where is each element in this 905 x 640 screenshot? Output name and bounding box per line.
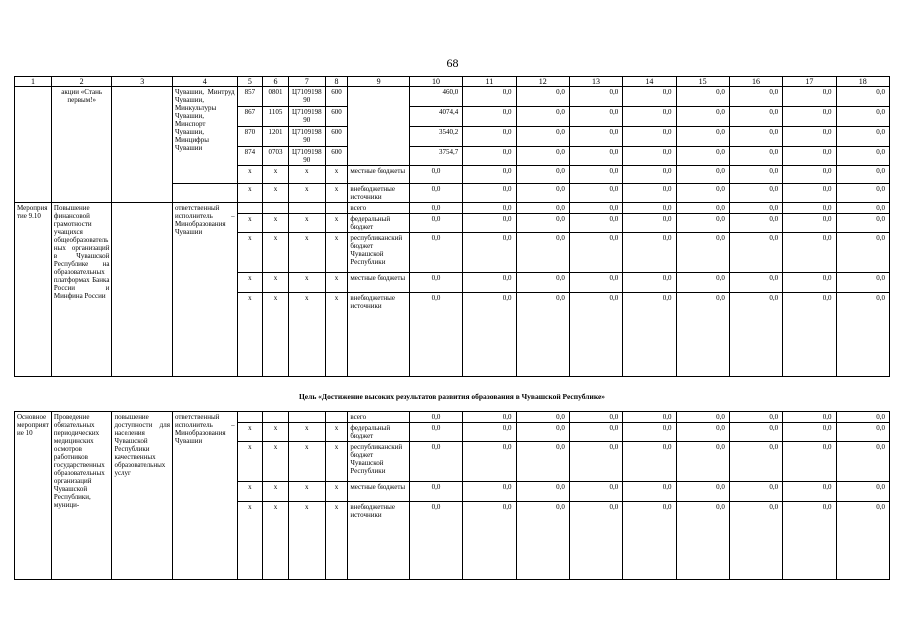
table-cell: 0,0 [836, 87, 890, 107]
table-cell: 0,0 [569, 214, 622, 233]
table-cell: x [237, 293, 263, 377]
table-cell: 0,0 [676, 203, 729, 214]
table-cell: 0,0 [783, 442, 836, 482]
table-cell: x [237, 184, 263, 203]
table-cell: 0,0 [516, 423, 569, 442]
table-cell: 0,0 [623, 423, 676, 442]
table-cell: 0,0 [729, 233, 782, 273]
table-cell: 0,0 [569, 482, 622, 502]
table-cell: 12 [516, 77, 569, 87]
table-cell: 4 [172, 77, 237, 87]
table-cell [325, 412, 348, 423]
table-cell: 0,0 [463, 184, 516, 203]
table-cell: x [288, 293, 325, 377]
table-cell: 0,0 [836, 147, 890, 166]
table-cell: 0,0 [516, 166, 569, 184]
table-cell: x [263, 184, 289, 203]
table-cell: 0,0 [676, 423, 729, 442]
table-cell: 0,0 [409, 203, 462, 214]
table-cell: x [288, 502, 325, 580]
table-cell: 11 [463, 77, 516, 87]
table-cell: x [263, 293, 289, 377]
table-cell: 0,0 [836, 203, 890, 214]
table-cell: 0,0 [623, 147, 676, 166]
table-cell: 0,0 [676, 184, 729, 203]
table-cell: 0,0 [783, 147, 836, 166]
table-cell: 0,0 [463, 127, 516, 147]
table-cell: x [288, 273, 325, 293]
table-cell: 0,0 [516, 87, 569, 107]
table-cell: 0,0 [623, 214, 676, 233]
table-cell: Проведение обязательных периодических медицинских осмотров работников государственных образовательных организаций Чувашской Республики, муници- [51, 412, 112, 580]
table-cell: 0,0 [569, 273, 622, 293]
table-cell: Основное мероприятие 10 [15, 412, 52, 580]
table-cell: 4074,4 [409, 107, 462, 127]
table-cell: 18 [836, 77, 890, 87]
table-cell: 0,0 [783, 87, 836, 107]
table-cell: 857 [237, 87, 263, 107]
table-cell: x [237, 233, 263, 273]
table-cell: 0,0 [836, 233, 890, 273]
table-cell: 0,0 [623, 502, 676, 580]
table-cell: 0,0 [676, 502, 729, 580]
table-cell: всего [348, 412, 410, 423]
table-cell: x [325, 214, 348, 233]
table-cell: 0,0 [409, 273, 462, 293]
table-cell: x [263, 482, 289, 502]
table-cell: x [237, 423, 263, 442]
table-cell: 0,0 [729, 184, 782, 203]
table-cell: 0,0 [516, 203, 569, 214]
table-cell [112, 87, 173, 203]
table-cell: x [288, 482, 325, 502]
table-cell: 0,0 [463, 502, 516, 580]
table-cell: 0,0 [516, 184, 569, 203]
table-cell: 0,0 [463, 87, 516, 107]
table-cell: 0801 [263, 87, 289, 107]
table-cell [348, 87, 410, 166]
table-cell: 0,0 [569, 412, 622, 423]
table-cell: 0,0 [623, 203, 676, 214]
table-cell: 13 [569, 77, 622, 87]
table-cell: 10 [409, 77, 462, 87]
table-cell: 0,0 [676, 442, 729, 482]
table-cell: ответственный исполнитель – Минобразования Чувашии [172, 412, 237, 580]
table-cell [237, 203, 263, 214]
table-cell: 0,0 [729, 293, 782, 377]
table-cell: 0,0 [783, 184, 836, 203]
table-cell: 600 [325, 87, 348, 107]
table-cell: 0,0 [836, 166, 890, 184]
table-cell: 0,0 [623, 412, 676, 423]
table-cell: 0,0 [729, 502, 782, 580]
table-cell: 6 [263, 77, 289, 87]
table-cell: 0,0 [516, 273, 569, 293]
table-row [15, 203, 890, 214]
table-cell: 1201 [263, 127, 289, 147]
table-cell: 0,0 [783, 214, 836, 233]
table-cell: 0,0 [676, 166, 729, 184]
table-cell: 1 [15, 77, 52, 87]
table-cell: 0,0 [783, 166, 836, 184]
table-cell: 0,0 [836, 184, 890, 203]
table-cell: 0,0 [729, 166, 782, 184]
table-cell: x [325, 273, 348, 293]
table-cell: x [237, 442, 263, 482]
table-cell [263, 203, 289, 214]
table-cell: 0,0 [569, 147, 622, 166]
table-cell: 0,0 [569, 166, 622, 184]
table-cell: 0,0 [729, 107, 782, 127]
table-cell: Ц710919890 [288, 147, 325, 166]
table-cell: 0,0 [409, 166, 462, 184]
table-cell: 0,0 [729, 412, 782, 423]
table-cell: 0,0 [729, 87, 782, 107]
table-cell: 0,0 [409, 233, 462, 273]
table-cell: 0,0 [409, 423, 462, 442]
table-cell: 0,0 [836, 273, 890, 293]
table-cell: 16 [729, 77, 782, 87]
table-cell: 0,0 [729, 442, 782, 482]
table-cell: 0,0 [409, 442, 462, 482]
table-cell: внебюджетные источники [348, 293, 410, 377]
table-cell: 0,0 [783, 127, 836, 147]
table-cell: 0,0 [783, 423, 836, 442]
table-cell [15, 87, 52, 203]
table-cell: x [325, 442, 348, 482]
table-cell [325, 203, 348, 214]
table-cell: x [263, 166, 289, 184]
table-cell: 0,0 [463, 166, 516, 184]
table-cell: x [288, 166, 325, 184]
table-cell: 0,0 [783, 412, 836, 423]
table-cell: 0,0 [516, 502, 569, 580]
table-cell: x [325, 166, 348, 184]
table-cell: 0,0 [569, 502, 622, 580]
table-cell [237, 412, 263, 423]
table-cell: 0,0 [676, 127, 729, 147]
table-cell: Мероприятие 9.10 [15, 203, 52, 377]
table-cell: 0,0 [623, 107, 676, 127]
table-cell [172, 184, 237, 203]
table-cell: 14 [623, 77, 676, 87]
table-cell: x [288, 233, 325, 273]
table-cell: 600 [325, 107, 348, 127]
table-cell: 0,0 [516, 127, 569, 147]
table-cell: 0,0 [729, 203, 782, 214]
table-cell: 0,0 [676, 412, 729, 423]
table-cell: 0,0 [623, 127, 676, 147]
table-cell: x [237, 482, 263, 502]
table-cell: 9 [348, 77, 410, 87]
table-cell: 0,0 [836, 412, 890, 423]
table-cell: 0,0 [836, 482, 890, 502]
table-cell: 0,0 [836, 502, 890, 580]
table-cell [288, 203, 325, 214]
table-cell: 0,0 [463, 482, 516, 502]
table-cell: 0,0 [836, 107, 890, 127]
table-cell: x [288, 184, 325, 203]
table-cell: акции «Стань первым!» [51, 87, 112, 203]
table-cell: Ц710919890 [288, 107, 325, 127]
table-cell: 0,0 [409, 502, 462, 580]
table-cell: 0,0 [516, 107, 569, 127]
table-cell [288, 412, 325, 423]
table-cell: Повышение финансовой грамотности учащихся общеобразовательных организаций в Чувашской Республике на образовательных платформах Банка России и Минфина России [51, 203, 112, 377]
table-cell: 0,0 [516, 147, 569, 166]
table-cell: 0,0 [463, 147, 516, 166]
table-row [15, 87, 890, 107]
table-cell: 0,0 [463, 203, 516, 214]
table-cell: 0,0 [623, 293, 676, 377]
table-cell: 0,0 [783, 293, 836, 377]
table-cell: местные бюджеты [348, 166, 410, 184]
table-cell: 870 [237, 127, 263, 147]
table-cell: 5 [237, 77, 263, 87]
table-cell: республиканский бюджет Чувашской Республики [348, 442, 410, 482]
table-cell: x [237, 214, 263, 233]
table-cell: 0,0 [516, 412, 569, 423]
table-cell: 0,0 [516, 214, 569, 233]
table-cell: 0,0 [569, 423, 622, 442]
table-cell: x [263, 423, 289, 442]
table-cell: 0,0 [569, 107, 622, 127]
table-cell: 0,0 [569, 203, 622, 214]
table-row [15, 412, 890, 423]
table-cell: 460,0 [409, 87, 462, 107]
table-cell: 0,0 [409, 184, 462, 203]
table-cell: 0,0 [676, 214, 729, 233]
table-cell: местные бюджеты [348, 273, 410, 293]
page-number: 68 [446, 56, 459, 70]
table-cell: x [325, 423, 348, 442]
table-cell: 7 [288, 77, 325, 87]
table-cell: 0,0 [676, 233, 729, 273]
table-cell: 867 [237, 107, 263, 127]
table-cell: федеральный бюджет [348, 214, 410, 233]
table-cell: 3540,2 [409, 127, 462, 147]
table-cell: 0,0 [836, 214, 890, 233]
header-row [15, 77, 890, 87]
table-cell: 0,0 [516, 482, 569, 502]
table-cell: 3 [112, 77, 173, 87]
table-cell: x [237, 502, 263, 580]
table-cell: 874 [237, 147, 263, 166]
table-cell: 0,0 [676, 293, 729, 377]
table-cell: 0,0 [623, 233, 676, 273]
table-cell: 0,0 [783, 502, 836, 580]
table-cell: x [288, 214, 325, 233]
table-cell: 0,0 [463, 233, 516, 273]
table-cell: 1105 [263, 107, 289, 127]
table-cell: 0,0 [409, 412, 462, 423]
table-cell: 0,0 [676, 147, 729, 166]
table-cell: x [263, 502, 289, 580]
table-cell: 0,0 [409, 293, 462, 377]
table-cell: Ц710919890 [288, 127, 325, 147]
table-cell: 0,0 [729, 214, 782, 233]
table-cell: x [263, 233, 289, 273]
table-cell: 0,0 [783, 273, 836, 293]
table-cell: 0,0 [409, 214, 462, 233]
table-cell: x [325, 482, 348, 502]
table-cell: 0,0 [836, 423, 890, 442]
table-cell: x [325, 502, 348, 580]
table-cell: x [263, 214, 289, 233]
table-cell: 0,0 [676, 273, 729, 293]
table-cell: 0,0 [409, 482, 462, 502]
table-cell: 0,0 [783, 107, 836, 127]
table-cell: 0,0 [569, 442, 622, 482]
table-cell: x [263, 273, 289, 293]
table-cell: 0,0 [516, 293, 569, 377]
table-cell: x [288, 442, 325, 482]
table-cell: 0,0 [729, 147, 782, 166]
table-cell: 0,0 [836, 442, 890, 482]
table-cell: 600 [325, 127, 348, 147]
table-cell: 0,0 [516, 442, 569, 482]
table-cell: 0,0 [676, 107, 729, 127]
table-cell: x [325, 184, 348, 203]
table-cell: x [325, 233, 348, 273]
table-cell: 0,0 [623, 166, 676, 184]
table-cell: 0,0 [623, 442, 676, 482]
table-cell: 0,0 [729, 482, 782, 502]
table-cell: 0,0 [569, 184, 622, 203]
table-cell: 0,0 [729, 423, 782, 442]
table-cell: 0703 [263, 147, 289, 166]
table-cell: ответственный исполнитель – Минобразования Чувашии [172, 203, 237, 377]
table-cell: внебюджетные источники [348, 184, 410, 203]
table-cell: всего [348, 203, 410, 214]
table-cell: Чувашии, Минтруд Чувашии, Минкультуры Чувашии, Минспорт Чувашии, Минцифры Чувашии [172, 87, 237, 184]
table-cell: 0,0 [463, 423, 516, 442]
table-cell: 0,0 [569, 87, 622, 107]
table-cell: 0,0 [836, 127, 890, 147]
table-cell: 0,0 [623, 184, 676, 203]
table-cell: 0,0 [783, 233, 836, 273]
table-cell: 0,0 [836, 293, 890, 377]
table-cell: 2 [51, 77, 112, 87]
table-cell: 0,0 [676, 87, 729, 107]
table-cell: федеральный бюджет [348, 423, 410, 442]
table-cell: 8 [325, 77, 348, 87]
table-cell: 0,0 [729, 127, 782, 147]
table-cell: 0,0 [783, 482, 836, 502]
table-cell: x [288, 423, 325, 442]
table-cell: Ц710919890 [288, 87, 325, 107]
table-cell: 0,0 [729, 273, 782, 293]
table-cell: 0,0 [463, 273, 516, 293]
goal-heading: Цель «Достижение высоких результатов развития образования в Чувашской Республике» [298, 392, 606, 401]
table-cell: 0,0 [623, 482, 676, 502]
table-cell: 0,0 [516, 233, 569, 273]
table-cell: 0,0 [569, 293, 622, 377]
table-cell: 0,0 [623, 87, 676, 107]
table-cell: местные бюджеты [348, 482, 410, 502]
budget-table-bottom [14, 411, 890, 580]
table-cell: 0,0 [623, 273, 676, 293]
table-cell: 0,0 [676, 482, 729, 502]
table-cell [263, 412, 289, 423]
table-cell: 0,0 [463, 442, 516, 482]
table-cell: x [237, 273, 263, 293]
table-cell: повышение доступности для населения Чувашской Республики качественных образовательных услуг [112, 412, 173, 580]
budget-table-top [14, 76, 890, 377]
table-cell: 0,0 [463, 107, 516, 127]
table-cell: 0,0 [463, 412, 516, 423]
table-cell: x [263, 442, 289, 482]
table-cell: 600 [325, 147, 348, 166]
table-cell [112, 203, 173, 377]
table-cell: 0,0 [569, 233, 622, 273]
table-cell: x [237, 166, 263, 184]
table-cell: 0,0 [569, 127, 622, 147]
table-cell: 15 [676, 77, 729, 87]
table-cell: республиканский бюджет Чувашской Республики [348, 233, 410, 273]
table-cell: x [325, 293, 348, 377]
table-cell: 0,0 [463, 293, 516, 377]
table-cell: внебюджетные источники [348, 502, 410, 580]
table-cell: 17 [783, 77, 836, 87]
table-cell: 0,0 [463, 214, 516, 233]
table-cell: 0,0 [783, 203, 836, 214]
table-cell: 3754,7 [409, 147, 462, 166]
